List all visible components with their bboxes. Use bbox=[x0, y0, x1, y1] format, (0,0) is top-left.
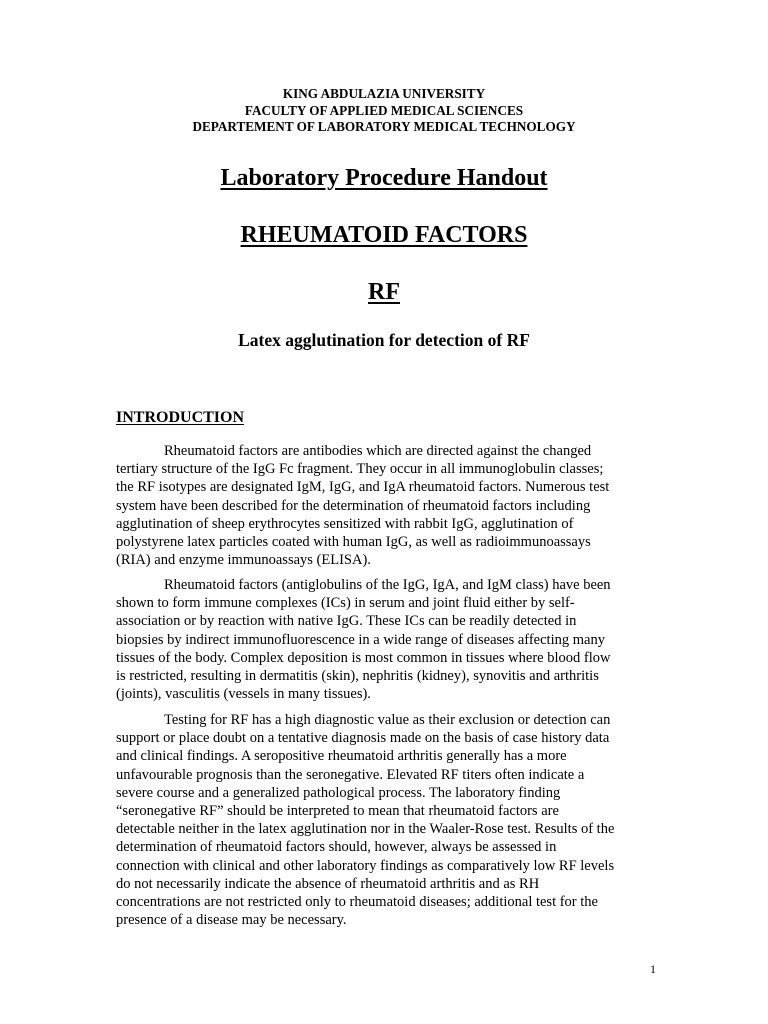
paragraph-line: do not necessarily indicate the absence of rheumatoid arthritis and as RH bbox=[116, 875, 540, 892]
paragraph-line: association or by reaction with native IgG. These ICs can be readily detected in bbox=[116, 613, 577, 630]
paragraph-line: the RF isotypes are designated IgM, IgG, and IgA rheumatoid factors. Numerous test bbox=[116, 479, 610, 496]
paragraph-line: “seronegative RF” should be interpreted to mean that rheumatoid factors are bbox=[116, 803, 559, 820]
page-number: 1 bbox=[650, 962, 656, 976]
faculty-name: FACULTY OF APPLIED MEDICAL SCIENCES bbox=[244, 102, 524, 118]
paragraph-3 bbox=[116, 711, 656, 929]
paragraph-2 bbox=[116, 576, 656, 703]
paragraph-line: agglutination of sheep erythrocytes sensitized with rabbit IgG, agglutination of bbox=[116, 515, 574, 532]
paragraph-line: presence of a disease may be necessary. bbox=[116, 912, 347, 929]
paragraph-line: Rheumatoid factors are antibodies which are directed against the changed bbox=[164, 443, 592, 459]
paragraph-line: tissues of the body. Complex deposition is most common in tissues where blood flow bbox=[116, 649, 611, 666]
paragraph-line: support or place doubt on a tentative diagnosis made on the basis of case history data bbox=[116, 730, 610, 747]
introduction-heading: INTRODUCTION bbox=[116, 409, 245, 426]
paragraph-line: concentrations are not restricted only to rheumatoid diseases; additional test for the bbox=[116, 894, 598, 911]
paragraph-line: connection with clinical and other laboratory findings as comparatively low RF levels bbox=[116, 857, 615, 874]
paragraph-1 bbox=[116, 442, 656, 569]
paragraph-line: and clinical findings. A seropositive rheumatoid arthritis generally has a more bbox=[116, 748, 567, 765]
paragraph-line: polystyrene latex particles coated with human IgG, as well as radioimmunoassays bbox=[116, 534, 591, 551]
paragraph-line: system have been described for the determination of rheumatoid factors including bbox=[116, 497, 591, 514]
method-subtitle: Latex agglutination for detection of RF bbox=[238, 330, 530, 350]
paragraph-line: (RIA) and enzyme immunoassays (ELISA). bbox=[116, 552, 371, 569]
paragraph-line: severe course and a generalized pathological process. The laboratory finding bbox=[116, 784, 561, 801]
paragraph-line: Rheumatoid factors (antiglobulins of the IgG, IgA, and IgM class) have been bbox=[164, 577, 611, 593]
paragraph-line: is restricted, resulting in dermatitis (skin), nephritis (kidney), synovitis and arthritis bbox=[116, 668, 599, 685]
paragraph-line: detectable neither in the latex agglutination nor in the Waaler-Rose test. Results of the bbox=[116, 821, 615, 838]
topic-title bbox=[0, 221, 768, 249]
paragraph-line: biopsies by indirect immunofluorescence in a wide range of diseases affecting many bbox=[116, 631, 605, 648]
paragraph-line: determination of rheumatoid factors should, however, always be assessed in bbox=[116, 839, 557, 856]
institution-header bbox=[0, 86, 768, 136]
department-name: DEPARTEMENT OF LABORATORY MEDICAL TECHNOLOGY bbox=[192, 119, 576, 134]
topic-title-text: RHEUMATOID FACTORS bbox=[240, 222, 528, 248]
paragraph-line: shown to form immune complexes (ICs) in serum and joint fluid either by self- bbox=[116, 595, 575, 612]
handout-title bbox=[0, 164, 768, 192]
handout-title-text: Laboratory Procedure Handout bbox=[220, 165, 548, 191]
abbreviation-title bbox=[0, 278, 768, 306]
paragraph-line: (joints), vasculitis (vessels in many tissues). bbox=[116, 686, 371, 703]
paragraph-line: Testing for RF has a high diagnostic value as their exclusion or detection can bbox=[164, 712, 611, 728]
paragraph-line: unfavourable prognosis than the seronegative. Elevated RF titers often indicate a bbox=[116, 766, 585, 783]
university-name: KING ABDULAZIA UNIVERSITY bbox=[282, 86, 486, 101]
abbreviation-title-text: RF bbox=[368, 279, 400, 305]
paragraph-line: tertiary structure of the IgG Fc fragment. They occur in all immunoglobulin classes; bbox=[116, 461, 604, 478]
